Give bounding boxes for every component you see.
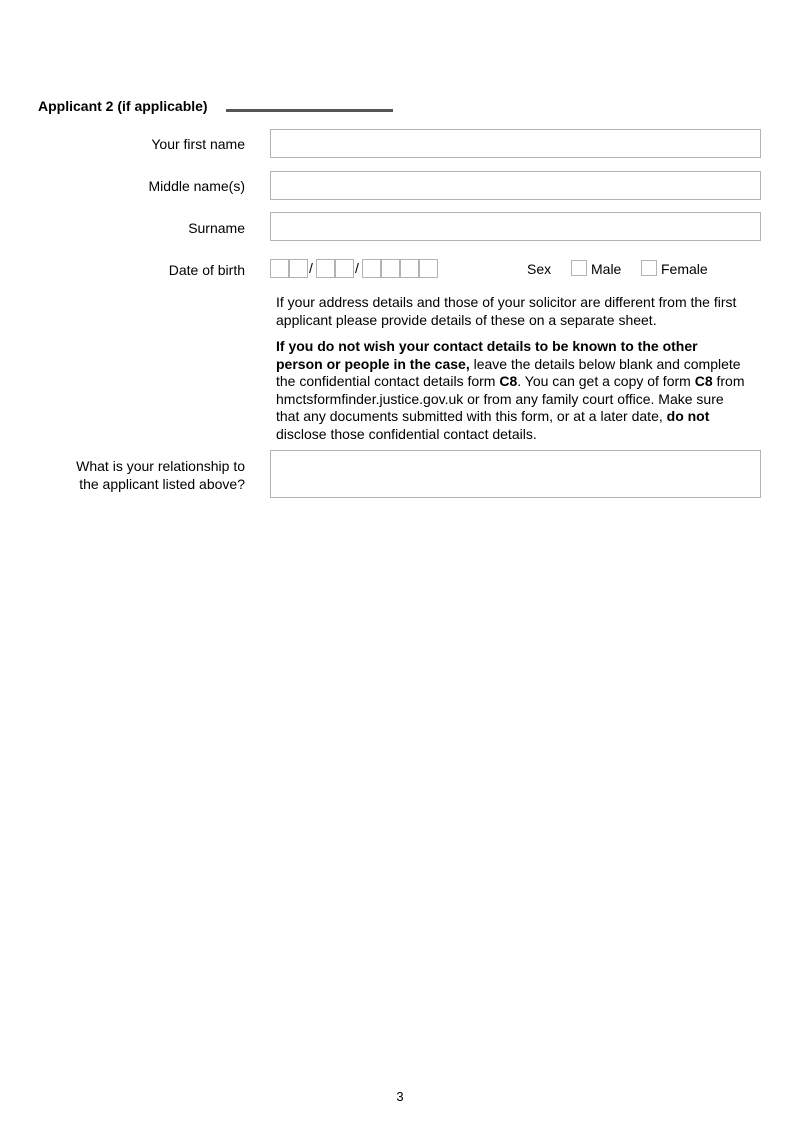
- address-info-paragraph: If your address details and those of your solicitor are different from the first applicant please provide details of these on a separate sheet.: [276, 294, 737, 328]
- confidential-text-1: leave the details below blank and complete the confidential contact details form: [276, 355, 741, 389]
- confidential-text-4: disclose those confidential contact details.: [276, 425, 537, 442]
- first-name-input[interactable]: [270, 129, 761, 158]
- dob-separator-1: /: [309, 260, 313, 276]
- confidential-info-paragraph: [276, 338, 746, 443]
- dob-separator-2: /: [355, 260, 359, 276]
- confidential-warning-bold: If you do not wish your contact details to be known to the other person or people in the case,: [276, 338, 698, 372]
- middle-name-input[interactable]: [270, 171, 761, 200]
- male-label: Male: [591, 261, 622, 277]
- confidential-text-2: . You can get a copy of form: [517, 373, 695, 389]
- dob-month-digit-1[interactable]: [316, 259, 335, 278]
- form-c8-ref-1: C8: [499, 373, 518, 389]
- male-checkbox[interactable]: [571, 260, 587, 276]
- dob-day-digit-2[interactable]: [289, 259, 308, 278]
- relationship-label-line-1: What is your relationship to: [76, 458, 245, 474]
- surname-input[interactable]: [270, 212, 761, 241]
- dob-year-digit-4[interactable]: [419, 259, 438, 278]
- surname-label: Surname: [188, 220, 245, 236]
- female-label: Female: [661, 261, 708, 277]
- dob-label: Date of birth: [168, 262, 245, 278]
- dob-year-digit-2[interactable]: [381, 259, 400, 278]
- section-heading: Applicant 2 (if applicable): [38, 98, 208, 114]
- do-not-emphasis: do not: [666, 408, 710, 424]
- page-number: 3: [396, 1089, 404, 1104]
- form-c8-ref-2: C8: [694, 373, 713, 389]
- first-name-label: Your first name: [151, 136, 245, 152]
- confidential-text-3: from hmctsformfinder.justice.gov.uk or from any family court office. Make sure that any documents submitted with this form, or at a later date,: [276, 373, 745, 424]
- dob-day-digit-1[interactable]: [270, 259, 289, 278]
- female-checkbox[interactable]: [641, 260, 657, 276]
- dob-year-digit-1[interactable]: [362, 259, 381, 278]
- relationship-input[interactable]: [270, 450, 761, 498]
- relationship-label: [76, 457, 245, 493]
- dob-year-digit-3[interactable]: [400, 259, 419, 278]
- relationship-label-line-2: the applicant listed above?: [79, 476, 245, 492]
- heading-rule: [226, 109, 393, 112]
- middle-name-label: Middle name(s): [148, 178, 245, 194]
- dob-month-digit-2[interactable]: [335, 259, 354, 278]
- sex-label: Sex: [527, 261, 552, 277]
